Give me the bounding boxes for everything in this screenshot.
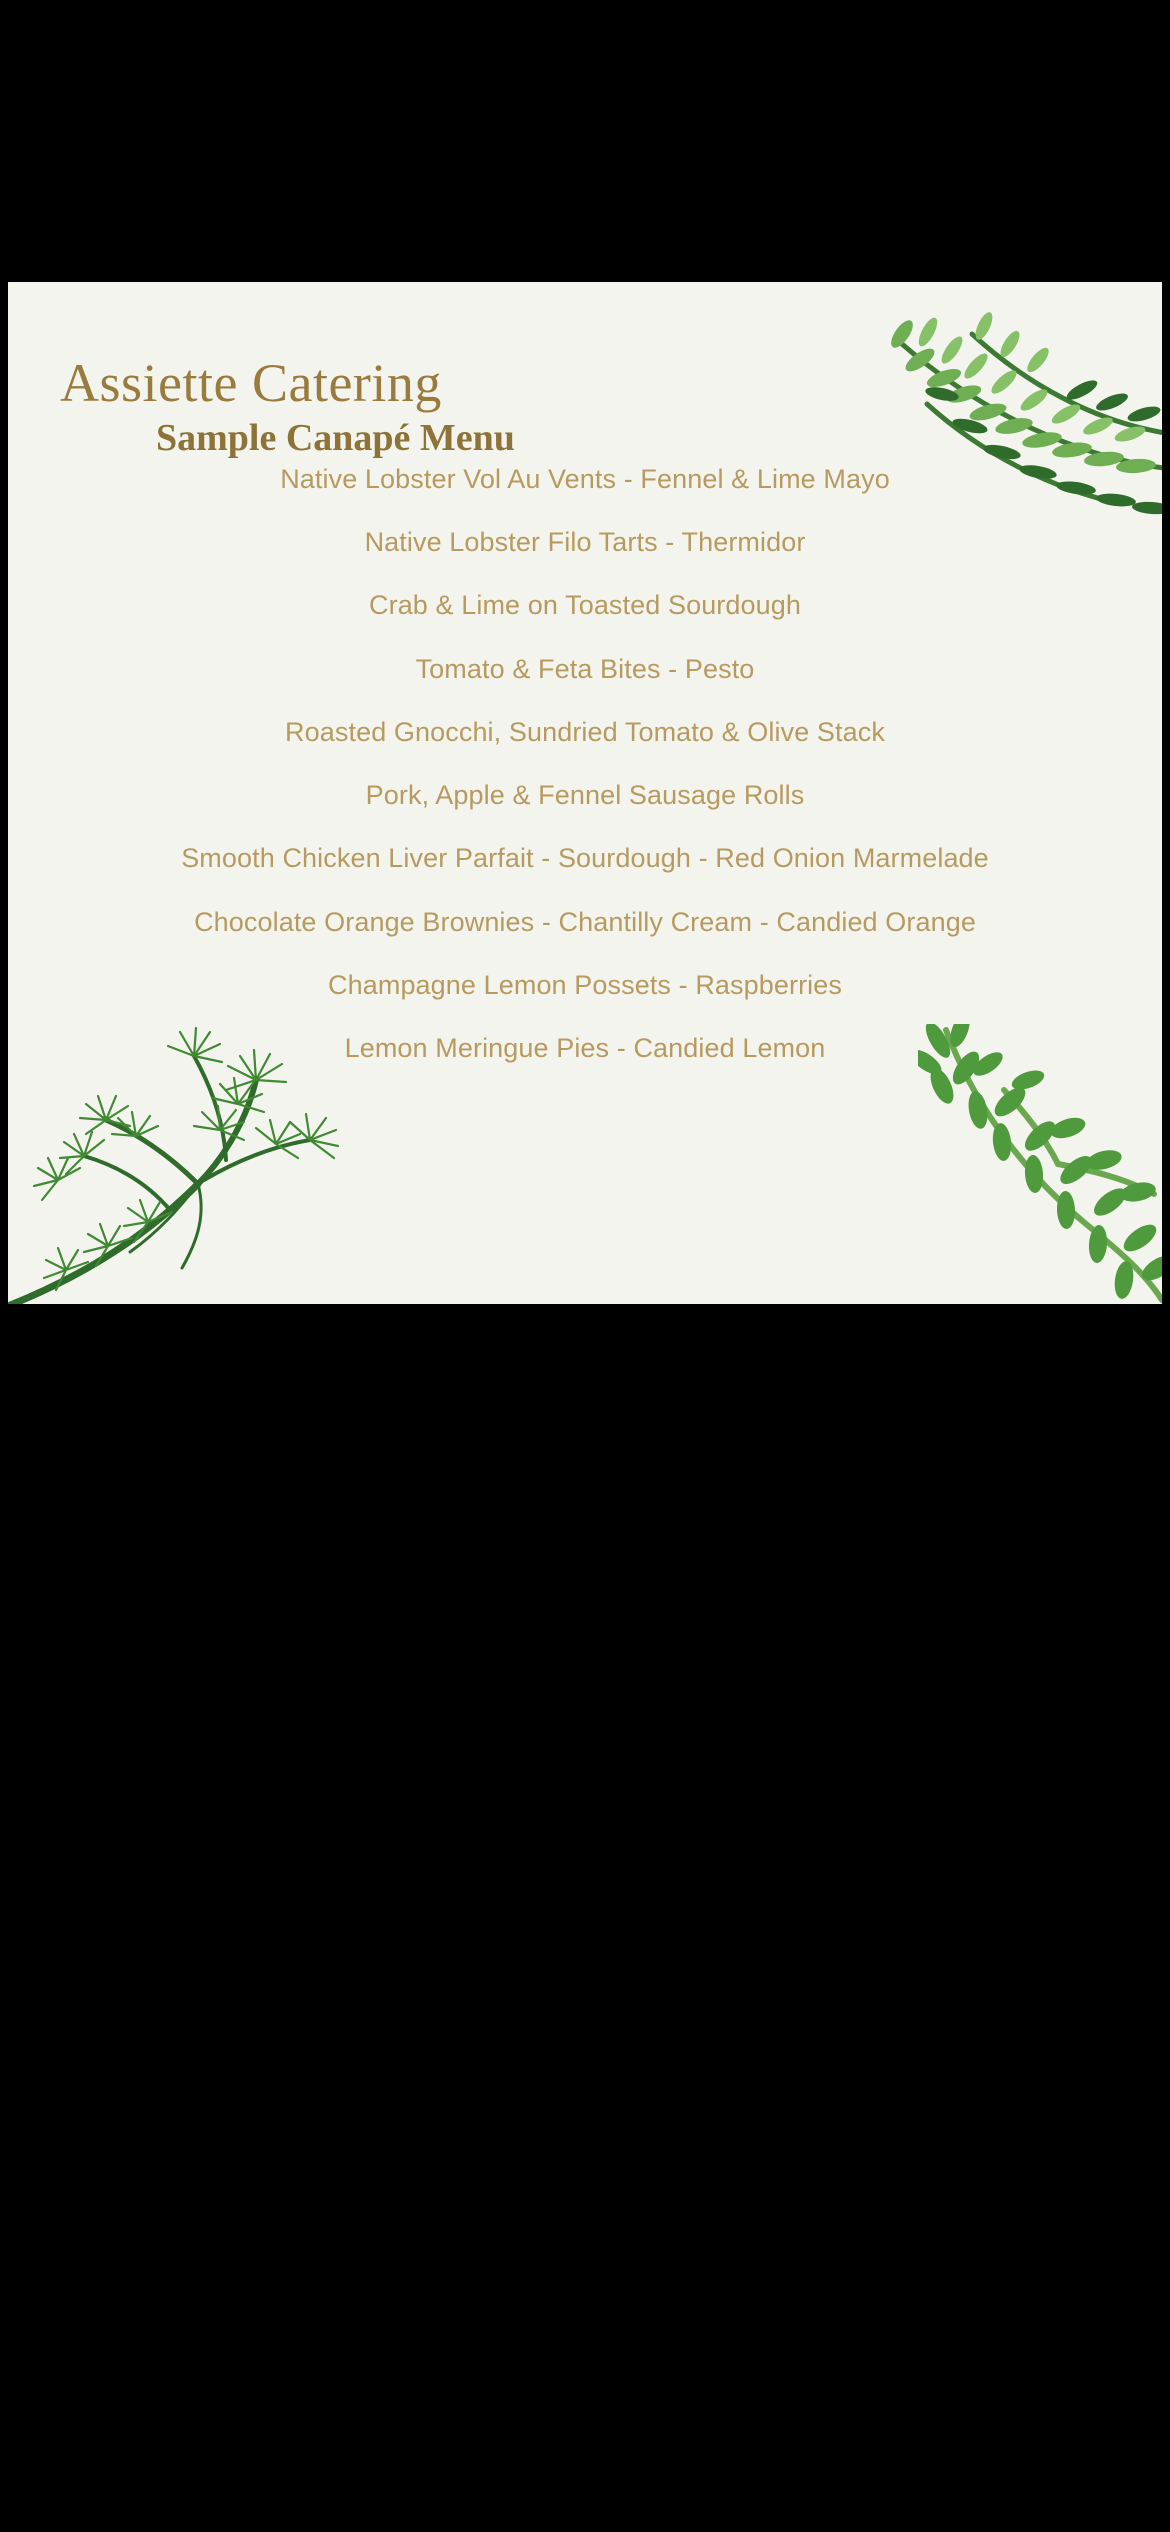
- list-item: Native Lobster Vol Au Vents - Fennel & Lime Mayo: [280, 464, 890, 494]
- list-item: Champagne Lemon Possets - Raspberries: [328, 969, 842, 1000]
- title-block: [8, 354, 1162, 465]
- list-item: Roasted Gnocchi, Sundried Tomato & Olive Stack: [285, 716, 885, 747]
- list-item: Lemon Meringue Pies - Candied Lemon: [344, 1033, 826, 1064]
- list-item: Pork, Apple & Fennel Sausage Rolls: [365, 780, 805, 811]
- menu-card: [8, 282, 1162, 1304]
- thyme-sprig-icon: [918, 1024, 1162, 1304]
- list-item: Tomato & Feta Bites - Pesto: [415, 653, 755, 684]
- list-item: Chocolate Orange Brownies - Chantilly Cream - Candied Orange: [194, 906, 976, 937]
- list-item: Smooth Chicken Liver Parfait - Sourdough - Red Onion Marmelade: [181, 843, 989, 874]
- menu-items-list: [68, 464, 1102, 1063]
- list-item: Crab & Lime on Toasted Sourdough: [369, 590, 801, 621]
- page-title: Assiette Catering: [60, 353, 442, 413]
- page-subtitle: Sample Canapé Menu: [156, 417, 515, 460]
- list-item: Native Lobster Filo Tarts - Thermidor: [364, 527, 806, 558]
